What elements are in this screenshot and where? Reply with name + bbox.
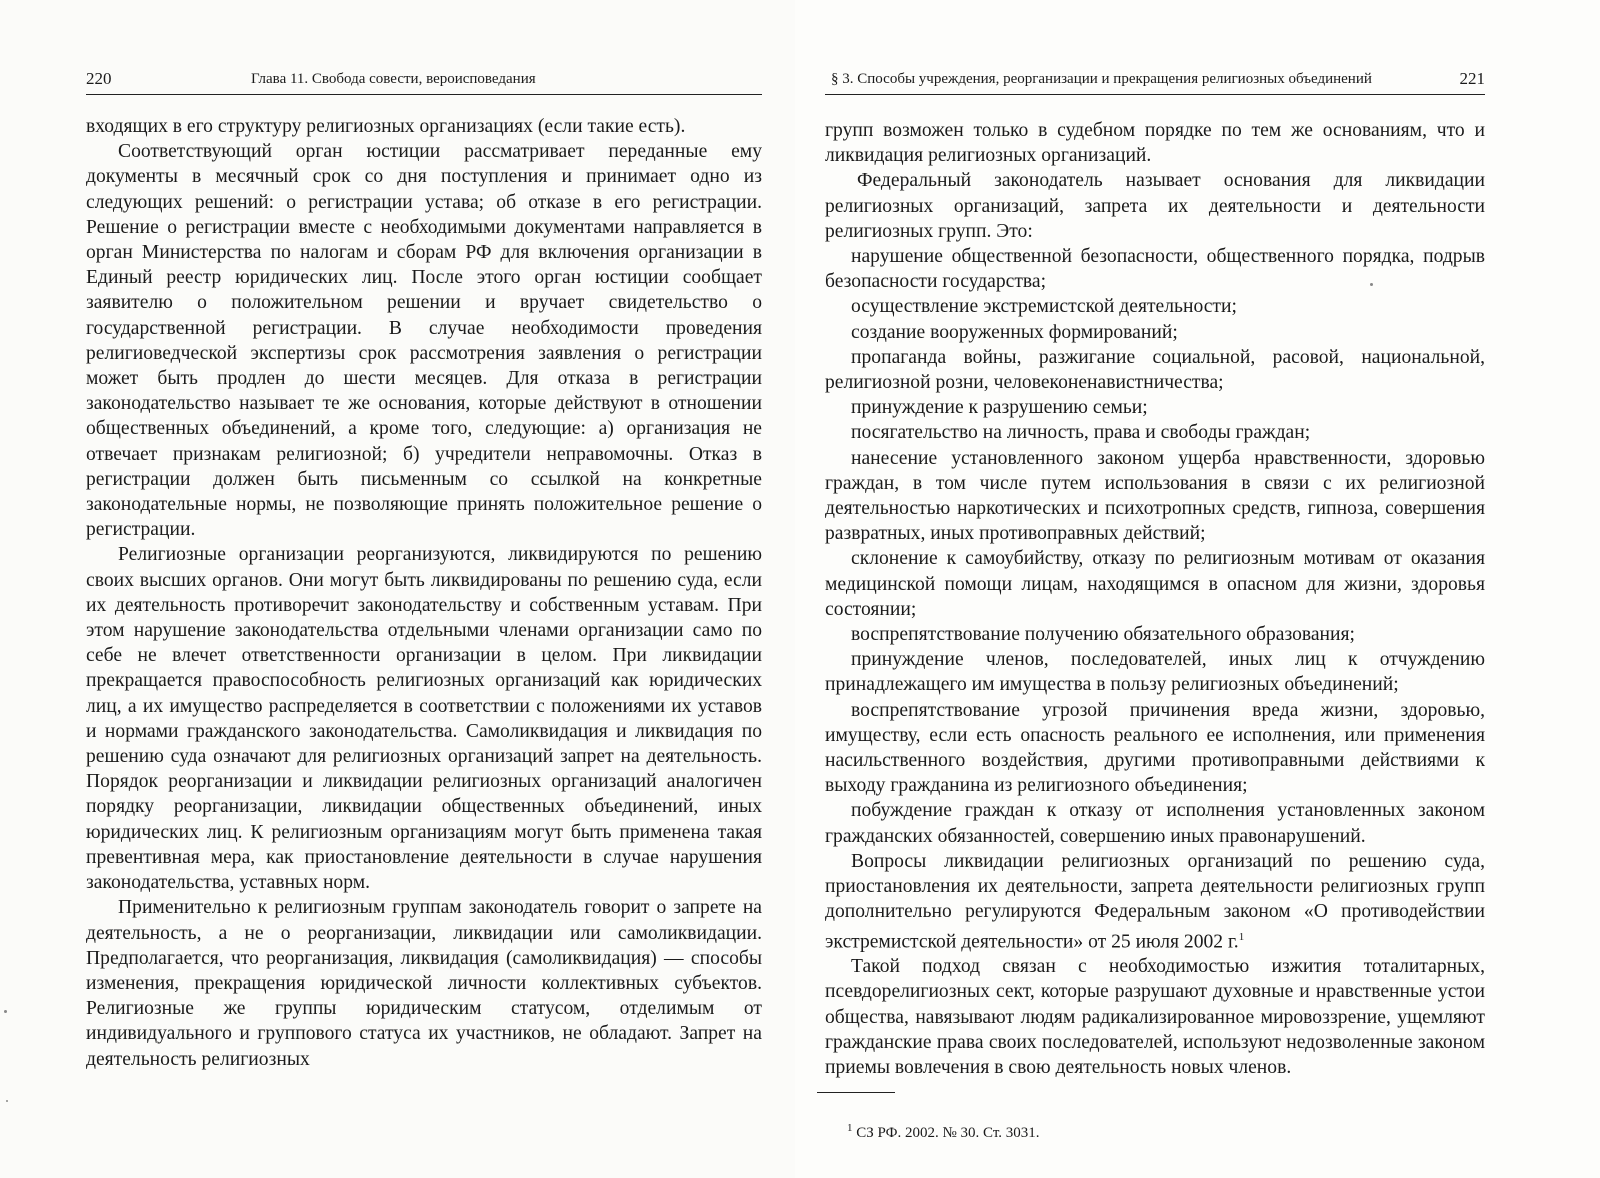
ground-item: осуществление экстремистской деятельности;	[851, 296, 1237, 318]
right-page-number: 221	[1459, 69, 1485, 88]
left-page	[0, 0, 795, 1178]
footnote-rule	[817, 1092, 895, 1093]
ground-item: склонение к самоубийству, отказу по религиозным мотивам от оказания медицинской помощи лицам, находящимся в опасном для жизни, здоровья состоянии;	[825, 548, 1485, 620]
right-paragraph: групп возможен только в судебном порядке по тем же основаниям, что и ликвидация религиозных организаций.	[825, 120, 1485, 167]
left-paragraph: Применительно к религиозным группам законодатель говорит о запрете на деятельность, а не о реорганизации, ликвидации или самоликвидации. Предполагается, что реорганизация, ликвидация (самоликвидация) — способы изменения, прекращения юридической личности коллективных субъектов. Религиозные же группы юридическим статусом, отделимым от индивидуального и группового статуса их участников, не обладают. Запрет на деятельность религиозных	[86, 897, 762, 1070]
right-paragraph	[825, 849, 1485, 954]
ground-item: воспрепятствование угрозой причинения вреда жизни, здоровью, имуществу, если есть опасность реального ее исполнения, или применения насильственного воздействия, другими противоправными действиями к выходу гражданина из религиозного объединения;	[825, 699, 1485, 797]
closing-text-1: Вопросы ликвидации религиозных организаций по решению суда, приостановления их деятельности, запрета деятельности религиозных групп дополнительно регулируются Федеральным законом «О противодействии экстремистской деятельности» от 25 июля 2002 г.	[825, 850, 1485, 953]
margin-speck	[6, 1100, 8, 1102]
ground-item: нанесение установленного законом ущерба нравственности, здоровью граждан, в том числе путем использования в связи с их религиозной деятельностью наркотических и психотропных средств, гипноза, совершения развратных, иных противоправных действий;	[825, 447, 1485, 545]
ground-item: пропаганда войны, разжигание социальной, расовой, национальной, религиозной розни, человеконенавистничества;	[825, 346, 1485, 394]
left-body-text	[86, 114, 762, 1072]
left-paragraph: Религиозные организации реорганизуются, ликвидируются по решению своих высших органов. Они могут быть ликвидированы по решению суда, если их деятельность противоречит законодательству и собственным уставам. При этом нарушение законодательства отдельными членами организации само по себе не влечет ответственности организации в целом. При ликвидации прекращается правоспособность религиозных организаций как юридических лиц, а их имущество распределяется в соответствии с положениями их уставов и нормами гражданского законодательства. Самоликвидация и ликвидация по решению суда означают для религиозных организаций запрет на деятельность. Порядок реорганизации и ликвидации религиозных организаций аналогичен порядку реорганизации, ликвидации общественных объединений, иных юридических лиц. К религиозным организациям могут быть применена такая превентивная мера, как приостановление деятельности в случае нарушения законодательства, уставных норм.	[86, 544, 762, 894]
right-paragraph: Федеральный законодатель называет основания для ликвидации религиозных организаций, запрета их деятельности и деятельности религиозных групп. Это:	[825, 170, 1485, 242]
left-running-title: Глава 11. Свобода совести, вероисповедания	[251, 71, 536, 87]
ground-item: воспрепятствование получению обязательного образования;	[851, 624, 1355, 646]
ground-item: побуждение граждан к отказу от исполнения установленных законом гражданских обязанностей, совершению иных правонарушений.	[825, 800, 1485, 847]
footnote	[847, 1118, 1040, 1143]
right-body-text	[825, 118, 1485, 1080]
left-page-number: 220	[86, 69, 112, 88]
left-paragraph: Соответствующий орган юстиции рассматривает переданные ему документы в месячный срок со дня поступления и принимает одно из следующих решений: о регистрации устава; об отказе в его регистрации. Решение о регистрации вместе с необходимыми документами направляется в орган Министерства по налогам и сборам РФ для включения организации в Единый реестр юридических лиц. После этого орган юстиции сообщает заявителю о положительном решении и вручает свидетельство о государственной регистрации. В случае необходимости проведения религиоведческой экспертизы срок рассмотрения заявления о регистрации может быть продлен до шести месяцев. Для отказа в регистрации законодательство называет те же основания, которые действуют в отношении общественных объединений, а кроме того, следующие: а) организация не отвечает признакам религиозной; б) учредители неправомочны. Отказ в регистрации должен быть письменным со ссылкой на конкретные законодательные нормы, не позволяющие принять положительное решение о регистрации.	[86, 141, 762, 541]
footnote-ref: 1	[1238, 930, 1245, 943]
ground-item: создание вооруженных формирований;	[851, 321, 1178, 343]
footnote-text: СЗ РФ. 2002. № 30. Ст. 3031.	[856, 1125, 1040, 1141]
margin-speck	[4, 1010, 7, 1013]
right-running-head	[825, 64, 1485, 95]
ground-item: принуждение к разрушению семьи;	[851, 397, 1148, 419]
margin-speck	[1370, 283, 1373, 286]
ground-item: посягательство на личность, права и свободы граждан;	[851, 422, 1311, 444]
right-page	[795, 0, 1600, 1178]
ground-item: принуждение членов, последователей, иных лиц к отчуждению принадлежащего им имущества в пользу религиозных объединений;	[825, 649, 1485, 696]
left-paragraph: входящих в его структуру религиозных организациях (если такие есть).	[86, 116, 686, 137]
right-paragraph: Такой подход связан с необходимостью изжития тоталитарных, псевдорелигиозных сект, которые разрушают духовные и нравственные устои общества, навязывают людям радикализированное мировоззрение, ущемляют гражданские права своих последователей, используют недозволенные законом приемы вовлечения в свою деятельность новых членов.	[825, 956, 1485, 1079]
footnote-mark: 1	[847, 1122, 853, 1134]
right-running-title: § 3. Способы учреждения, реорганизации и прекращения религиозных объединений	[831, 71, 1372, 87]
ground-item: нарушение общественной безопасности, общественного порядка, подрыв безопасности государства;	[825, 246, 1485, 293]
left-running-head	[86, 64, 762, 95]
